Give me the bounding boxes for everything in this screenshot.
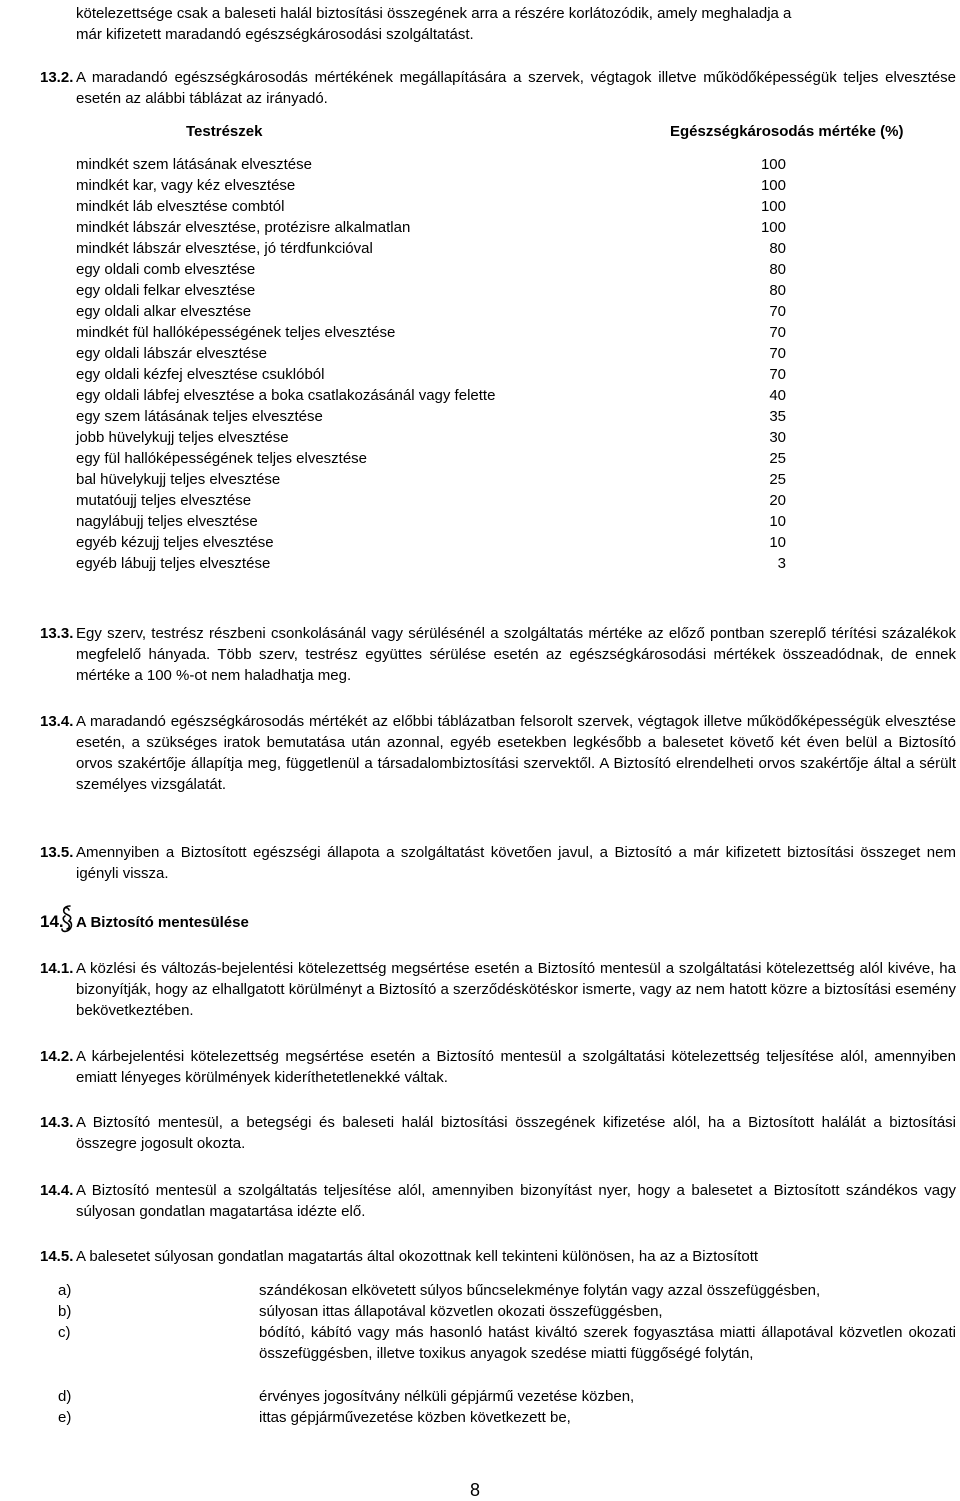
table-cell-value: 80 <box>769 240 786 257</box>
table-cell-name: mindkét láb elvesztése combtól <box>76 198 285 215</box>
table-row <box>76 469 786 490</box>
table-cell-name: egyéb kézujj teljes elvesztése <box>76 534 274 551</box>
table-cell-value: 80 <box>769 282 786 299</box>
table-cell-value: 70 <box>769 345 786 362</box>
table-row <box>76 406 786 427</box>
table-cell-name: jobb hüvelykujj teljes elvesztése <box>76 429 289 446</box>
clause-13-4-number: 13.4. <box>40 713 74 730</box>
clause-14-5-text: A balesetet súlyosan gondatlan magatartás által okozottnak kell tekinteni különösen, ha az a Biztosított <box>76 1248 759 1265</box>
table-cell-value: 80 <box>769 261 786 278</box>
table-cell-name: egy oldali comb elvesztése <box>76 261 256 278</box>
list-item-label: d) <box>58 1388 72 1405</box>
clause-14-4-text: A Biztosító mentesül a szolgáltatás teljesítése alól, amennyiben bizonyítást nyer, hogy a balesetet a Biztosított szándékos vagy súlyosan gondatlan magatartása idézte elő. <box>76 1182 956 1220</box>
clause-14-3-number: 14.3. <box>40 1114 74 1131</box>
table-cell-name: egy oldali lábfej elvesztése a boka csatlakozásánál vagy felette <box>76 387 496 404</box>
table-row <box>76 553 786 574</box>
table-cell-value: 40 <box>769 387 786 404</box>
clause-13-3-text: Egy szerv, testrész részbeni csonkolásánál vagy sérülésénél a szolgáltatás mértéke az előző pontban szereplő térítési százalékok megfelelő hányada. Több szerv, testrész együttes sérülése esetén az egészségkárosodási mértékek összeadódnak, de ennek mértéke a 100 %-ot nem haladhatja meg. <box>76 625 956 684</box>
table-cell-name: mindkét lábszár elvesztése, protézisre alkalmatlan <box>76 219 411 236</box>
clause-13-2-text: A maradandó egészségkárosodás mértékének megállapítására a szervek, végtagok illetve működőképességük teljes elvesztése esetén az alábbi táblázat az irányadó. <box>76 69 956 107</box>
intro-paragraph <box>76 3 956 45</box>
table-cell-name: egy szem látásának teljes elvesztése <box>76 408 323 425</box>
table-row <box>76 532 786 553</box>
table-cell-value: 10 <box>769 534 786 551</box>
table-cell-value: 35 <box>769 408 786 425</box>
list-item-text: szándékosan elkövetett súlyos bűncselekménye folytán vagy azzal összefüggésben, <box>259 1282 821 1299</box>
clause-13-5-text: Amennyiben a Biztosított egészségi állapota a szolgáltatást követően javul, a Biztosító a már kifizetett biztosítási összeget nem igényli vissza. <box>76 844 956 882</box>
clause-14-2-text: A kárbejelentési kötelezettség megsértése esetén a Biztosító mentesül a szolgáltatási kötelezettség teljesítése alól, amennyiben emiatt lényeges körülmények kideríthetetlenekké váltak. <box>76 1048 956 1086</box>
table-row <box>76 343 786 364</box>
table-cell-name: egy oldali kézfej elvesztése csuklóból <box>76 366 325 383</box>
clause-13-4-text: A maradandó egészségkárosodás mértékét az előbbi táblázatban felsorolt szervek, végtagok illetve működőképességük elvesztése esetén, a szükséges iratok bemutatása után azonnal, egyéb esetekben legkésőbb a balesetet követő két éven belül a Biztosító orvos szakértője állapítja meg, függetlenül a társadalombiztosítási szervektől. A Biztosító elrendelheti orvos szakértője által a sérült személyes vizsgálatát. <box>76 713 956 793</box>
clause-13-2-number: 13.2. <box>40 69 74 86</box>
table-cell-name: egy oldali alkar elvesztése <box>76 303 252 320</box>
table-cell-value: 70 <box>769 366 786 383</box>
table-row <box>76 238 786 259</box>
table-cell-value: 100 <box>760 219 786 236</box>
table-row <box>76 364 786 385</box>
table-cell-value: 100 <box>760 198 786 215</box>
table-row <box>76 280 786 301</box>
table-cell-name: nagylábujj teljes elvesztése <box>76 513 258 530</box>
page-number: 8 <box>470 1480 481 1500</box>
table-row <box>76 322 786 343</box>
table-cell-name: mindkét fül hallóképességének teljes elvesztése <box>76 324 396 341</box>
table-cell-value: 100 <box>760 177 786 194</box>
clause-14-4-number: 14.4. <box>40 1182 74 1199</box>
table-cell-name: egy fül hallóképességének teljes elvesztése <box>76 450 368 467</box>
table-row <box>76 490 786 511</box>
table-cell-value: 25 <box>769 450 786 467</box>
table-cell-name: mutatóujj teljes elvesztése <box>76 492 252 509</box>
clause-14-1-number: 14.1. <box>40 960 74 977</box>
table-row <box>76 301 786 322</box>
table-cell-name: egy oldali lábszár elvesztése <box>76 345 267 362</box>
intro-line-1: kötelezettsége csak a baleseti halál biztosítási összegének arra a részére korlátozódik, amely meghaladja a <box>76 5 792 22</box>
clause-14-2-number: 14.2. <box>40 1048 74 1065</box>
table-row <box>76 385 786 406</box>
clause-14-1-text: A közlési és változás-bejelentési kötelezettség megsértése esetén a Biztosító mentesül a szolgáltatási kötelezettség alól kivéve, ha bizonyítják, hogy az elhallgatott körülményt a Biztosító a szerződéskötéskor ismerte, vagy az nem hatott közre a biztosítási esemény bekövetkeztében. <box>76 960 956 1019</box>
table-cell-value: 25 <box>769 471 786 488</box>
table-cell-value: 70 <box>769 324 786 341</box>
table-row <box>76 427 786 448</box>
table-cell-value: 100 <box>760 156 786 173</box>
table-cell-value: 10 <box>769 513 786 530</box>
clause-13-3-number: 13.3. <box>40 625 74 642</box>
table-cell-name: egy oldali felkar elvesztése <box>76 282 256 299</box>
table-row <box>76 448 786 469</box>
table-row <box>76 196 786 217</box>
list-item-text: bódító, kábító vagy más hasonló hatást kiváltó szerek fogyasztása miatti állapotával közvetlen okozati összefüggésben, illetve toxikus anyagok szedése miatti függőségé folytán, <box>259 1324 956 1362</box>
clause-14-3-text: A Biztosító mentesül, a betegségi és baleseti halál biztosítási összegének kifizetése alól, ha a Biztosított halálát a biztosítási összegre jogosult okozta. <box>76 1114 956 1152</box>
table-cell-name: mindkét lábszár elvesztése, jó térdfunkcióval <box>76 240 373 257</box>
table-cell-value: 20 <box>769 492 786 509</box>
table-cell-value: 3 <box>777 555 786 572</box>
section-14-number: 14. <box>40 912 64 931</box>
section-sign-icon <box>60 904 74 934</box>
table-header-body-parts: Testrészek <box>186 123 263 140</box>
table-cell-name: mindkét kar, vagy kéz elvesztése <box>76 177 296 194</box>
table-row <box>76 175 786 196</box>
table-header-damage-percent: Egészségkárosodás mértéke (%) <box>670 123 904 140</box>
table-cell-value: 70 <box>769 303 786 320</box>
list-item-label: e) <box>58 1409 72 1426</box>
table-row <box>76 217 786 238</box>
list-item-text: súlyosan ittas állapotával közvetlen okozati összefüggésben, <box>259 1303 663 1320</box>
table-cell-name: egyéb lábujj teljes elvesztése <box>76 555 271 572</box>
table-cell-value: 30 <box>769 429 786 446</box>
table-cell-name: mindkét szem látásának elvesztése <box>76 156 312 173</box>
list-item-text: érvényes jogosítvány nélküli gépjármű vezetése közben, <box>259 1388 635 1405</box>
table-cell-name: bal hüvelykujj teljes elvesztése <box>76 471 281 488</box>
clause-14-5-number: 14.5. <box>40 1248 74 1265</box>
clause-13-5-number: 13.5. <box>40 844 74 861</box>
intro-line-2: már kifizetett maradandó egészségkárosodási szolgáltatást. <box>76 26 474 43</box>
list-item-text: ittas gépjárművezetése közben következett be, <box>259 1409 571 1426</box>
list-item-label: a) <box>58 1282 72 1299</box>
table-row <box>76 259 786 280</box>
table-row <box>76 511 786 532</box>
section-14-title: A Biztosító mentesülése <box>76 914 249 931</box>
table-row <box>76 154 786 175</box>
list-item-label: b) <box>58 1303 72 1320</box>
list-item-label: c) <box>58 1324 71 1341</box>
